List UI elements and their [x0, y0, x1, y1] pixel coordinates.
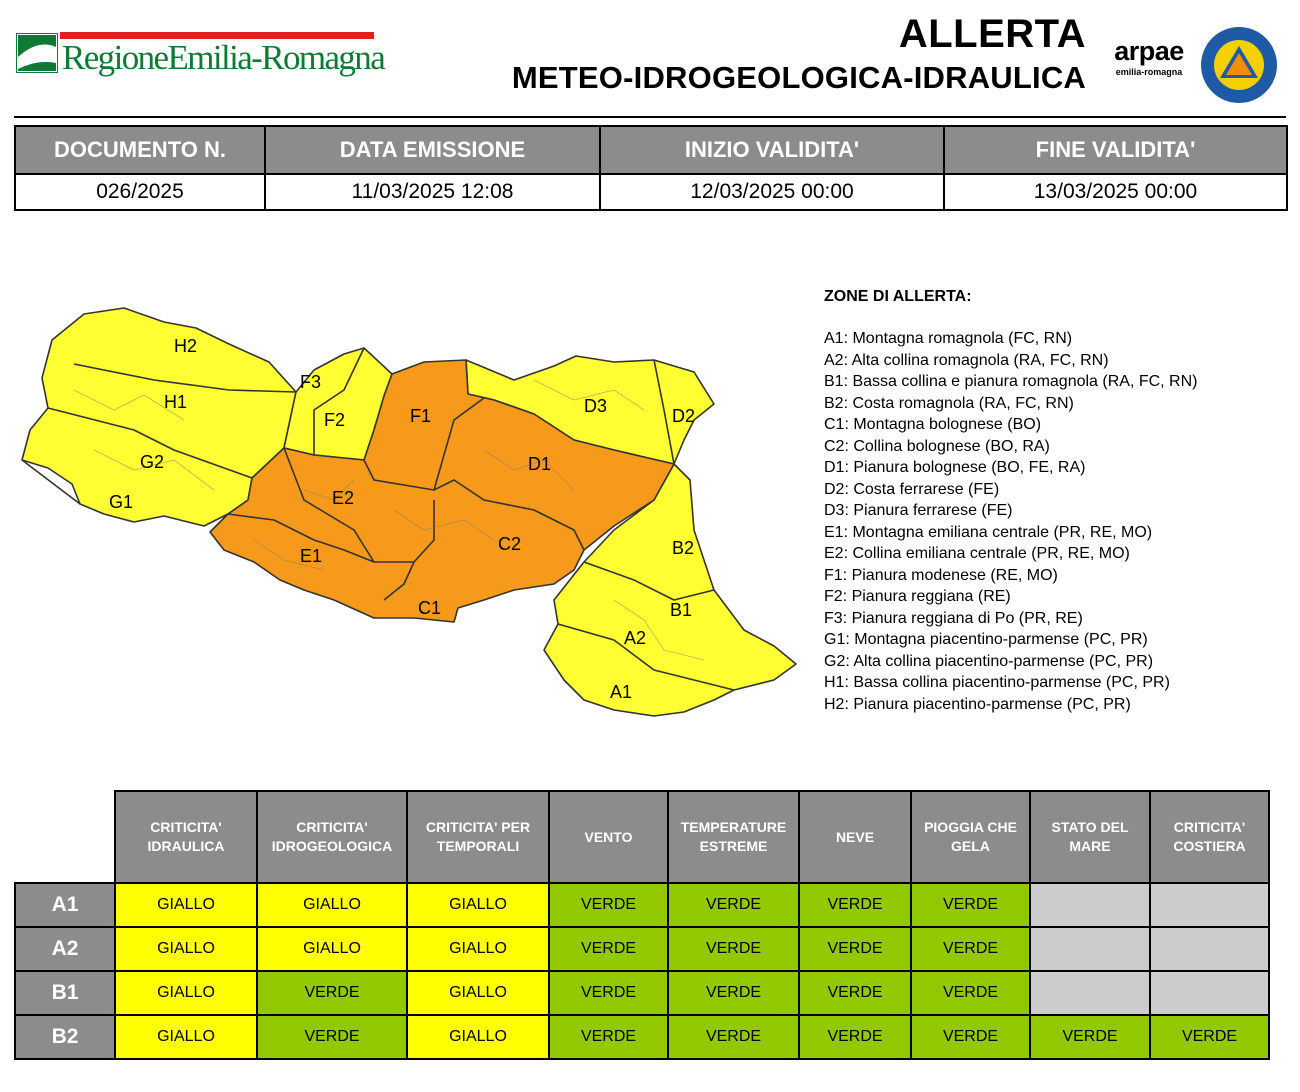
row-zone-label: B1 [15, 971, 115, 1015]
map-label-d2: D2 [672, 406, 696, 426]
alert-level-cell: GIALLO [407, 883, 549, 927]
validity-start-header: INIZIO VALIDITA' [600, 126, 944, 174]
alert-levels-table [14, 790, 1270, 1060]
zone-legend-item: F2: Pianura reggiana (RE) [824, 588, 1011, 605]
alert-level-cell: VERDE [911, 883, 1030, 927]
column-header: TEMPERATURE ESTREME [668, 791, 799, 883]
region-flag-icon [16, 33, 58, 73]
validity-end-header: FINE VALIDITA' [944, 126, 1287, 174]
zones-legend-list [824, 328, 1294, 715]
column-header: CRITICITA' PER TEMPORALI [407, 791, 549, 883]
alert-level-cell: GIALLO [115, 883, 257, 927]
alert-level-cell: VERDE [668, 883, 799, 927]
alert-level-cell: VERDE [911, 1015, 1030, 1059]
alert-level-cell: GIALLO [115, 927, 257, 971]
arpae-logo-name: arpae [1114, 36, 1184, 66]
alert-level-cell [1150, 927, 1269, 971]
zone-legend-item: G1: Montagna piacentino-parmense (PC, PR) [824, 631, 1148, 648]
alert-level-cell: VERDE [668, 971, 799, 1015]
zone-legend-item: H1: Bassa collina piacentino-parmense (PC, PR) [824, 674, 1170, 691]
zone-legend-item: A2: Alta collina romagnola (RA, FC, RN) [824, 351, 1109, 369]
map-label-d3: D3 [584, 396, 608, 416]
doc-number-value: 026/2025 [15, 174, 265, 210]
alert-level-cell [1150, 971, 1269, 1015]
zone-legend-item: B1: Bassa collina e pianura romagnola (RA, FC, RN) [824, 373, 1198, 390]
map-label-b1: B1 [670, 600, 693, 620]
table-row [15, 883, 1269, 927]
validity-end-value: 13/03/2025 00:00 [944, 174, 1287, 210]
map-label-g2: G2 [140, 452, 165, 472]
column-header: STATO DEL MARE [1030, 791, 1150, 883]
map-label-f1: F1 [410, 406, 432, 426]
zone-legend-item: F3: Pianura reggiana di Po (PR, RE) [824, 609, 1083, 627]
zone-legend-item: D3: Pianura ferrarese (FE) [824, 502, 1013, 519]
row-zone-label: A1 [15, 883, 115, 927]
zone-legend-item: C2: Collina bolognese (BO, RA) [824, 437, 1050, 455]
map-label-d1: D1 [528, 454, 552, 474]
zone-legend-item: A1: Montagna romagnola (FC, RN) [824, 330, 1073, 347]
alert-level-cell [1150, 883, 1269, 927]
alert-level-cell: GIALLO [407, 927, 549, 971]
map-label-a1: A1 [610, 682, 633, 702]
alert-level-cell: VERDE [799, 971, 911, 1015]
table-corner [15, 791, 115, 883]
alert-level-cell: VERDE [1030, 1015, 1150, 1059]
map-label-c2: C2 [498, 534, 522, 554]
zones-legend [824, 288, 1294, 715]
map-label-h2: H2 [174, 336, 198, 356]
alert-level-cell: VERDE [549, 883, 668, 927]
map-label-f2: F2 [324, 410, 346, 430]
alert-level-cell: VERDE [668, 1015, 799, 1059]
alert-level-cell: GIALLO [115, 1015, 257, 1059]
alert-level-cell: VERDE [911, 971, 1030, 1015]
map-label-h1: H1 [164, 392, 188, 412]
alert-level-cell [1030, 927, 1150, 971]
alert-level-cell [1030, 883, 1150, 927]
alert-level-cell: VERDE [911, 927, 1030, 971]
validity-start-value: 12/03/2025 00:00 [600, 174, 944, 210]
column-header: CRITICITA' IDRAULICA [115, 791, 257, 883]
alert-level-cell: VERDE [799, 1015, 911, 1059]
column-header: NEVE [799, 791, 911, 883]
page-title: ALLERTA [898, 12, 1086, 56]
map-label-b2: B2 [672, 538, 695, 558]
document-info-table [14, 125, 1288, 211]
map-label-a2: A2 [624, 628, 647, 648]
alert-level-cell: VERDE [668, 927, 799, 971]
table-row [15, 1015, 1269, 1059]
map-label-g1: G1 [109, 492, 134, 512]
zone-legend-item: E2: Collina emiliana centrale (PR, RE, MO) [824, 545, 1130, 562]
row-zone-label: A2 [15, 927, 115, 971]
alert-level-cell: GIALLO [115, 971, 257, 1015]
protezione-civile-logo-icon [1200, 26, 1278, 104]
alert-level-cell: VERDE [549, 1015, 668, 1059]
alert-level-cell: VERDE [1150, 1015, 1269, 1059]
zone-legend-item: D1: Pianura bolognese (BO, FE, RA) [824, 459, 1086, 476]
zones-legend-title: ZONE DI ALLERTA: [824, 288, 972, 305]
column-header: CRITICITA' COSTIERA [1150, 791, 1269, 883]
alert-zones-map [14, 300, 804, 730]
row-zone-label: B2 [15, 1015, 115, 1059]
map-label-e2: E2 [332, 488, 355, 508]
table-row [15, 927, 1269, 971]
table-row [15, 971, 1269, 1015]
alert-level-cell: VERDE [257, 971, 407, 1015]
alert-level-cell [1030, 971, 1150, 1015]
map-label-c1: C1 [418, 598, 442, 618]
issue-date-value: 11/03/2025 12:08 [265, 174, 600, 210]
arpae-logo-region: emilia-romagna [1115, 67, 1183, 77]
map-label-f3: F3 [300, 372, 322, 392]
alert-level-cell: VERDE [549, 971, 668, 1015]
map-label-e1: E1 [300, 546, 323, 566]
region-logo-text: RegioneEmilia-Romagna [62, 38, 385, 77]
zone-legend-item: C1: Montagna bolognese (BO) [824, 416, 1042, 433]
zone-legend-item: D2: Costa ferrarese (FE) [824, 480, 1000, 498]
doc-number-header: DOCUMENTO N. [15, 126, 265, 174]
alert-table-body [15, 883, 1269, 1059]
alert-level-cell: VERDE [799, 883, 911, 927]
zone-legend-item: H2: Pianura piacentino-parmense (PC, PR) [824, 695, 1131, 713]
zone-legend-item: E1: Montagna emiliana centrale (PR, RE, MO) [824, 523, 1153, 541]
alert-level-cell: GIALLO [257, 927, 407, 971]
header-divider [14, 116, 1286, 118]
alert-level-cell: GIALLO [257, 883, 407, 927]
column-header: VENTO [549, 791, 668, 883]
arpae-logo [1104, 38, 1194, 77]
page-subtitle: METEO-IDROGEOLOGICA-IDRAULICA [511, 60, 1086, 95]
issue-date-header: DATA EMISSIONE [265, 126, 600, 174]
column-header: PIOGGIA CHE GELA [911, 791, 1030, 883]
column-header: CRITICITA' IDROGEOLOGICA [257, 791, 407, 883]
alert-level-cell: VERDE [257, 1015, 407, 1059]
alert-level-cell: GIALLO [407, 1015, 549, 1059]
zone-legend-item: G2: Alta collina piacentino-parmense (PC, PR) [824, 652, 1154, 670]
alert-level-cell: VERDE [549, 927, 668, 971]
alert-level-cell: VERDE [799, 927, 911, 971]
zone-legend-item: B2: Costa romagnola (RA, FC, RN) [824, 394, 1074, 412]
alert-level-cell: GIALLO [407, 971, 549, 1015]
zone-legend-item: F1: Pianura modenese (RE, MO) [824, 566, 1058, 584]
